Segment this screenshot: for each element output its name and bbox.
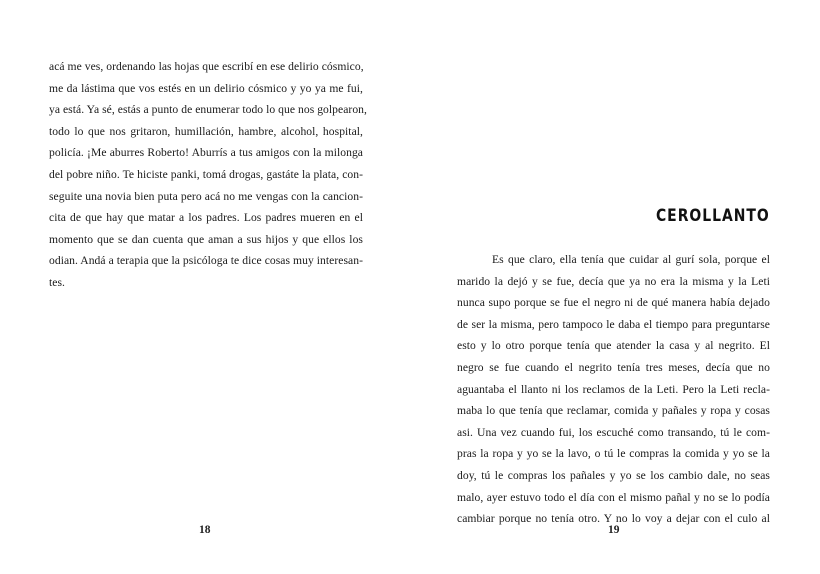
text-line: seguite una novia bien puta pero acá no me vengas con la cancion- bbox=[49, 189, 363, 203]
text-line: policía. ¡Me aburres Roberto! Aburrís a tus amigos con la milonga bbox=[49, 146, 363, 160]
text-line: todo lo que nos gritaron, humillación, hambre, alcohol, hospital, bbox=[49, 124, 363, 138]
text-line: malo, ayer estuvo todo el día con el mismo pañal y no se lo podía bbox=[457, 490, 770, 504]
right-page bbox=[410, 0, 820, 574]
text-line: me da lástima que vos estés en un delirio cósmico y yo ya me fui, bbox=[49, 81, 363, 95]
text-line: Es que claro, ella tenía que cuidar al gurí sola, porque el bbox=[492, 253, 770, 266]
text-line: doy, tú le compras los pañales y yo se los cambio dale, no seas bbox=[457, 468, 770, 482]
text-line: asi. Una vez cuando fui, los escuché como transando, tú le com- bbox=[457, 425, 770, 439]
text-line: marido la dejó y se fue, decía que ya no era la misma y la Leti bbox=[457, 274, 770, 288]
text-line: maba lo que tenía que reclamar, comida y pañales y ropa y cosas bbox=[457, 404, 770, 418]
left-page-text bbox=[49, 56, 367, 294]
text-line: aguantaba el llanto ni los reclamos de la Leti. Pero la Leti recla- bbox=[457, 382, 770, 396]
text-line: esto y lo otro porque tenía que atender la casa y al negrito. El bbox=[457, 339, 770, 353]
page-number-right: 19 bbox=[608, 524, 620, 536]
text-line: del pobre niño. Te hiciste panki, tomá drogas, gastáte la plata, con- bbox=[49, 167, 363, 181]
text-line: de ser la misma, pero tampoco le daba el tiempo para preguntarse bbox=[457, 317, 770, 331]
text-line: cita de que hay que matar a los padres. Los padres mueren en el bbox=[49, 211, 363, 225]
text-line: nunca supo porque se fue el negro ni de qué manera había dejado bbox=[457, 296, 770, 310]
page-number-left: 18 bbox=[199, 524, 211, 536]
right-page-text bbox=[457, 249, 770, 530]
text-line: odian. Andá a terapia que la psicóloga te dice cosas muy interesan- bbox=[49, 254, 363, 268]
text-line: pras la ropa y yo se la lavo, o tú le compras la comida y yo se la bbox=[457, 447, 770, 461]
chapter-title: CEROLLANTO bbox=[656, 206, 770, 226]
text-line: acá me ves, ordenando las hojas que escribí en ese delirio cósmico, bbox=[49, 60, 364, 73]
text-line: momento que se dan cuenta que aman a sus hijos y que ellos los bbox=[49, 232, 363, 246]
text-line: cambiar porque no tenía otro. Y no lo voy a dejar con el culo al bbox=[457, 512, 770, 526]
text-line: tes. bbox=[49, 275, 65, 289]
text-line: negro se fue cuando el negrito tenía tres meses, decía que no bbox=[457, 360, 770, 374]
text-line: ya está. Ya sé, estás a punto de enumerar todo lo que nos golpearon, bbox=[49, 103, 367, 117]
